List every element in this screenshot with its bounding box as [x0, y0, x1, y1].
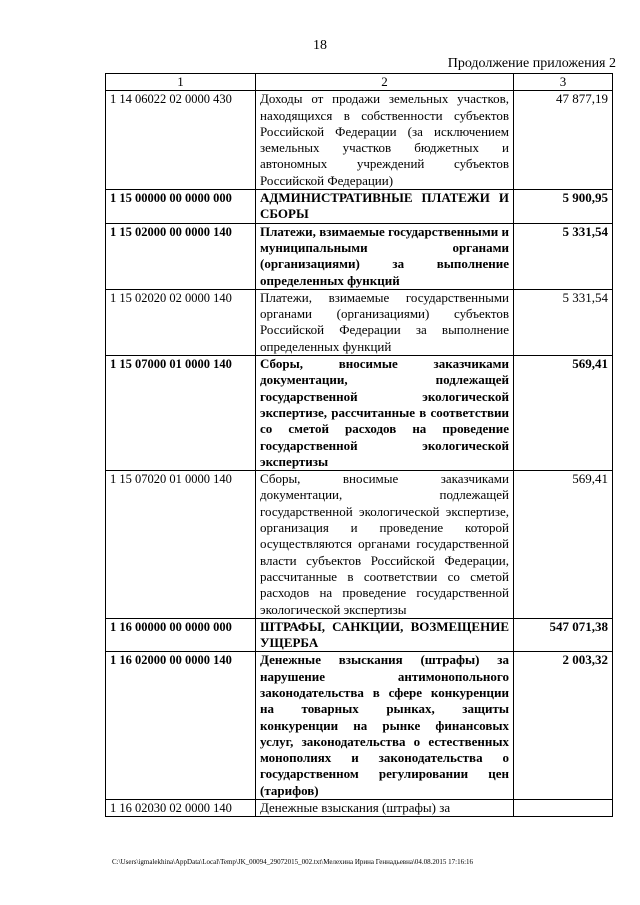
- row-amount: 547 071,38: [514, 618, 613, 652]
- continuation-label: Продолжение приложения 2: [447, 56, 616, 71]
- table-row: [106, 91, 613, 190]
- row-amount: 5 331,54: [514, 223, 613, 289]
- header-col-3: 3: [514, 74, 613, 91]
- row-description: Платежи, взимаемые государственными и муниципальными органами (организациями) за выполнение определенных функций: [256, 223, 514, 289]
- table-row: [106, 800, 613, 817]
- row-description: Денежные взыскания (штрафы) за нарушение антимонопольного законодательства в сфере конкуренции на товарных рынках, защиты конкуренции на рынке финансовых услуг, законодательства о естественных монополиях и законодательства о государственном регулировании цен (тарифов): [256, 652, 514, 800]
- row-code: 1 15 07020 01 0000 140: [106, 471, 256, 619]
- row-code: 1 15 00000 00 0000 000: [106, 190, 256, 224]
- row-description: Сборы, вносимые заказчиками документации, подлежащей государственной экологической экспертизе, рассчитанные в соответствии со сметой расходов на проведение государственной экологической экспертизы: [256, 356, 514, 471]
- row-amount: 5 900,95: [514, 190, 613, 224]
- revenue-table: [105, 73, 613, 817]
- table-row: [106, 618, 613, 652]
- row-amount: [514, 800, 613, 817]
- row-description: Доходы от продажи земельных участков, находящихся в собственности субъектов Российской Федерации (за исключением земельных участков бюджетных и автономных учреждений субъектов Российской Федерации): [256, 91, 514, 190]
- row-amount: 569,41: [514, 471, 613, 619]
- row-description: Сборы, вносимые заказчиками документации, подлежащей государственной экологической экспертизе, организация и проведение которой осуществляются органами государственной власти субъектов Российской Федерации, рассчитанные в соответствии со сметой расходов на проведение государственной экологической экспертизы: [256, 471, 514, 619]
- table-header-row: [106, 74, 613, 91]
- row-code: 1 16 02000 00 0000 140: [106, 652, 256, 800]
- row-code: 1 15 02000 00 0000 140: [106, 223, 256, 289]
- table-row: [106, 356, 613, 471]
- row-code: 1 15 02020 02 0000 140: [106, 289, 256, 355]
- page-number: 18: [313, 38, 327, 53]
- header-col-1: 1: [106, 74, 256, 91]
- row-code: 1 15 07000 01 0000 140: [106, 356, 256, 471]
- table-row: [106, 289, 613, 355]
- row-amount: 47 877,19: [514, 91, 613, 190]
- row-amount: 569,41: [514, 356, 613, 471]
- row-description: АДМИНИСТРАТИВНЫЕ ПЛАТЕЖИ И СБОРЫ: [256, 190, 514, 224]
- footer-path: C:\Users\igmalekhina\AppData\Local\Temp\JK_00094_29072015_002.txt\Мелехина Ирина Геннадьевна\04.08.2015 17:16:16: [112, 858, 474, 866]
- row-code: 1 16 02030 02 0000 140: [106, 800, 256, 817]
- row-description: ШТРАФЫ, САНКЦИИ, ВОЗМЕЩЕНИЕ УЩЕРБА: [256, 618, 514, 652]
- row-code: 1 16 00000 00 0000 000: [106, 618, 256, 652]
- table-row: [106, 190, 613, 224]
- row-code: 1 14 06022 02 0000 430: [106, 91, 256, 190]
- row-description: Денежные взыскания (штрафы) за: [256, 800, 514, 817]
- table-row: [106, 471, 613, 619]
- row-description: Платежи, взимаемые государственными органами (организациями) субъектов Российской Федерации за выполнение определенных функций: [256, 289, 514, 355]
- table-row: [106, 223, 613, 289]
- row-amount: 2 003,32: [514, 652, 613, 800]
- header-col-2: 2: [256, 74, 514, 91]
- table-row: [106, 652, 613, 800]
- row-amount: 5 331,54: [514, 289, 613, 355]
